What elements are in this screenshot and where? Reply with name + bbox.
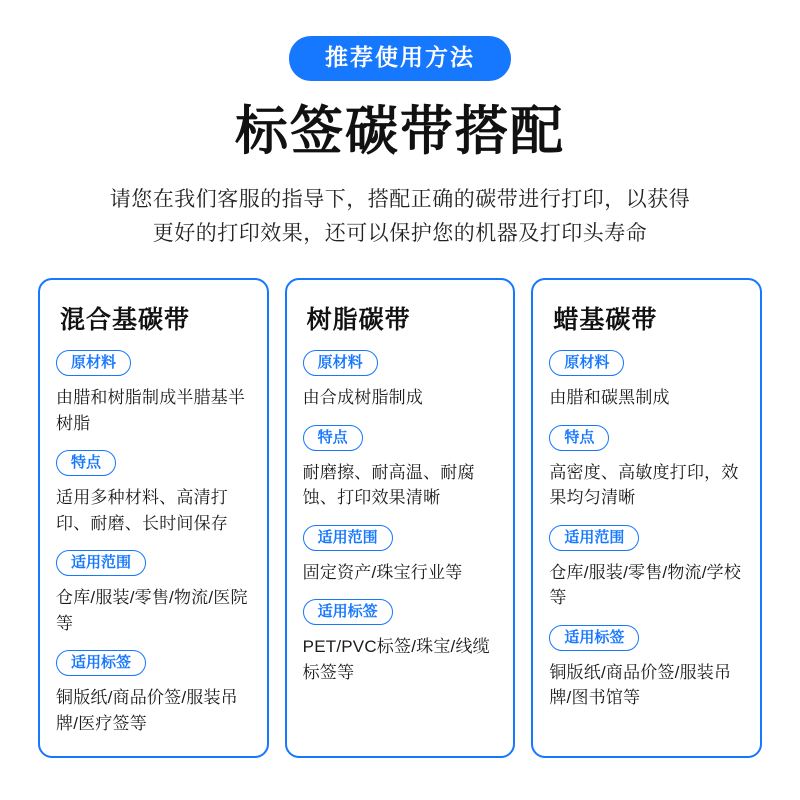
section-text-material: 由腊和碳黑制成: [549, 388, 670, 408]
card-section-scope: [56, 550, 251, 636]
card-section-labels: [549, 625, 744, 711]
card-section-features: [549, 425, 744, 511]
page-header: [0, 0, 800, 250]
section-tag-material: 原材料: [56, 350, 131, 376]
card-section-scope: [303, 525, 498, 586]
section-text-features: 适用多种材料、高清打印、耐磨、长时间保存: [56, 488, 228, 533]
card-section-material: [56, 350, 251, 436]
card-section-features: [56, 450, 251, 536]
card-section-scope: [549, 525, 744, 611]
card-title: 树脂碳带: [306, 306, 411, 335]
section-text-scope: 仓库/服装/零售/物流/学校等: [549, 562, 742, 608]
section-tag-scope: 适用范围: [549, 525, 639, 551]
section-tag-features: 特点: [56, 450, 116, 476]
ribbon-card-mixed: [38, 278, 269, 758]
section-tag-material: 原材料: [549, 350, 624, 376]
section-text-material: 由腊和树脂制成半腊基半树脂: [56, 388, 246, 433]
section-tag-scope: 适用范围: [303, 525, 393, 551]
ribbon-card-list: [0, 278, 800, 758]
section-tag-features: 特点: [303, 425, 363, 451]
section-text-labels: 铜版纸/商品价签/服装吊牌/图书馆等: [549, 662, 732, 708]
section-text-labels: PET/PVC标签/珠宝/线缆标签等: [302, 637, 490, 682]
section-tag-labels: 适用标签: [56, 650, 146, 676]
section-tag-scope: 适用范围: [56, 550, 146, 576]
ribbon-card-resin: [285, 278, 516, 758]
section-tag-features: 特点: [549, 425, 609, 451]
card-title: 蜡基碳带: [553, 306, 658, 335]
section-tag-material: 原材料: [303, 350, 378, 376]
subtitle-line-2: 更好的打印效果，还可以保护您的机器及打印头寿命: [152, 221, 648, 245]
card-title: 混合基碳带: [60, 306, 191, 335]
recommend-badge: 推荐使用方法: [289, 36, 511, 81]
section-tag-labels: 适用标签: [303, 599, 393, 625]
section-text-features: 耐磨擦、耐高温、耐腐蚀、打印效果清晰: [302, 462, 475, 508]
section-text-features: 高密度、高敏度打印，效果均匀清晰: [549, 462, 739, 508]
page-title: 标签碳带搭配: [235, 102, 565, 161]
card-section-material: [303, 350, 498, 411]
card-section-labels: [303, 599, 498, 685]
card-section-labels: [56, 650, 251, 736]
section-tag-labels: 适用标签: [549, 625, 639, 651]
card-section-material: [549, 350, 744, 411]
section-text-material: 由合成树脂制成: [302, 388, 424, 408]
section-text-scope: 仓库/服装/零售/物流/医院等: [56, 588, 248, 633]
page-subtitle: [0, 183, 800, 250]
subtitle-line-1: 请您在我们客服的指导下，搭配正确的碳带进行打印，以获得: [109, 188, 691, 212]
section-text-labels: 铜版纸/商品价签/服装吊牌/医疗签等: [56, 688, 238, 733]
section-text-scope: 固定资产/珠宝行业等: [302, 562, 463, 582]
card-section-features: [303, 425, 498, 511]
ribbon-card-wax: [531, 278, 762, 758]
